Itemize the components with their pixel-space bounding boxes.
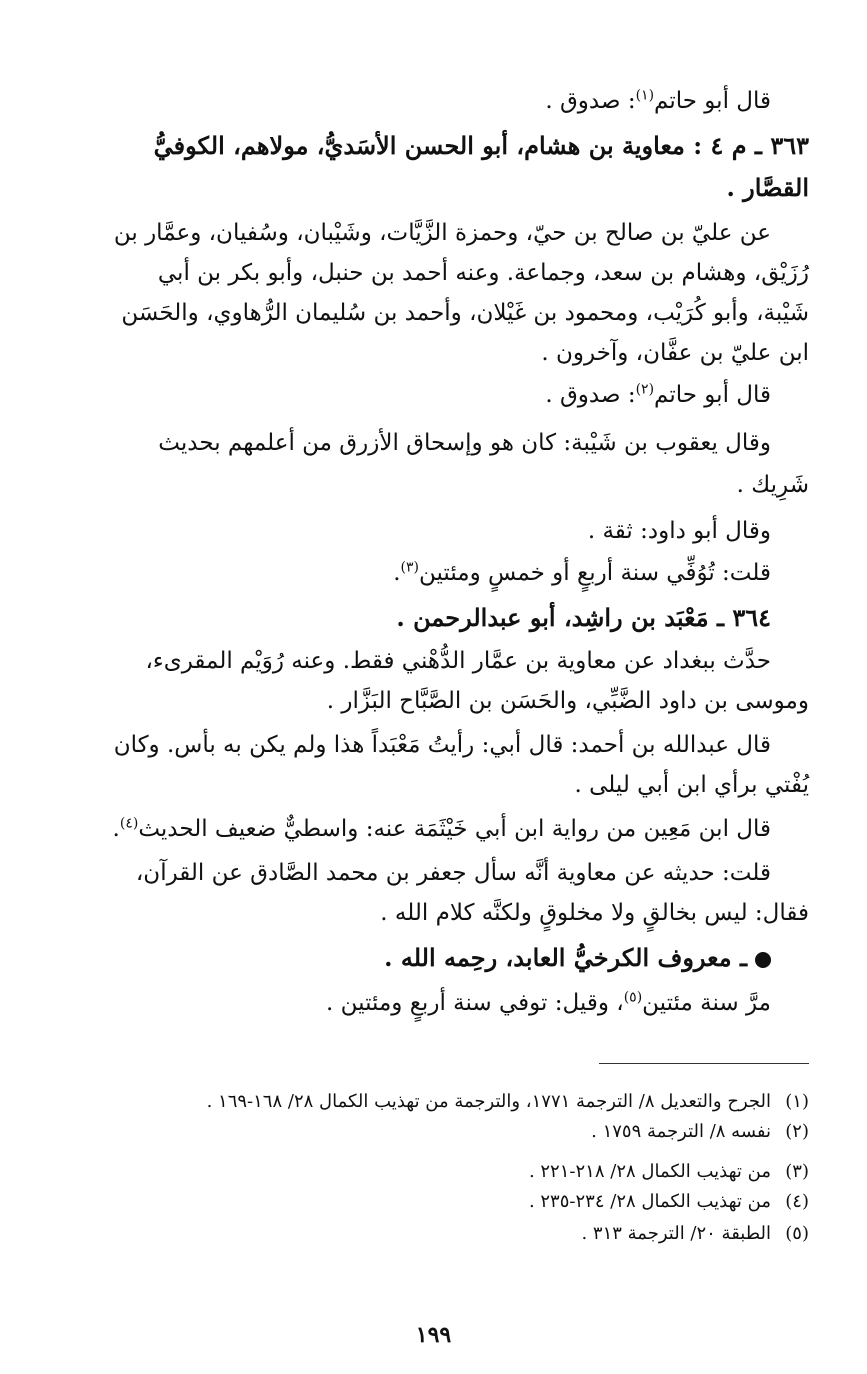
footnote-text: نفسه ٨/ الترجمة ١٧٥٩ .: [591, 1121, 771, 1142]
text-line: قلت: حديثه عن معاوية أنَّه سأل جعفر بن محمد الصَّادق عن القرآن،: [135, 860, 771, 886]
footnote-ref: (٢): [635, 381, 655, 398]
text-line: قال عبدالله بن أحمد: قال أبي: رأيتُ مَعْبَداً هذا ولم يكن به بأس. وكان: [113, 732, 771, 758]
footnote: [60, 1223, 809, 1244]
text-line: فقال: ليس بخالقٍ ولا مخلوقٍ ولكنَّه كلام الله .: [380, 900, 809, 926]
footnote: [60, 1091, 809, 1112]
text-line: رُزَيْق، وهشام بن سعد، وجماعة. وعنه أحمد بن حنبل، وأبو بكر بن أبي: [157, 260, 809, 286]
text-line: قلت: تُوُفِّي سنة أربعٍ أو خمسٍ ومئتين$^{(٣)}$.: [393, 559, 771, 586]
footnote-ref: (٥): [623, 989, 643, 1006]
text-line: شَيْبة، وأبو كُرَيْب، ومحمود بن غَيْلان، وأحمد بن سُليمان الرُّهاوي، والحَسَن: [121, 300, 809, 326]
bullet-icon: [755, 952, 771, 968]
entry-heading-363-cont: القصَّار .: [726, 173, 809, 202]
text-line: قال أبو حاتم$^{(١)}$: صدوق .: [545, 87, 771, 114]
text-line: مرَّ سنة مئتين$^{(٥)}$، وقيل: توفي سنة أربعٍ ومئتين .: [326, 989, 771, 1016]
text-line: قال أبو حاتم$^{(٢)}$: صدوق .: [545, 381, 771, 408]
footnote: [60, 1191, 809, 1212]
footnote-number: (٣): [785, 1161, 809, 1182]
footnote-ref: (١): [635, 87, 655, 104]
footnote: [60, 1161, 809, 1182]
footnote: [60, 1121, 809, 1142]
footnote-text: من تهذيب الكمال ٢٨/ ٢٣٤-٢٣٥ .: [528, 1191, 771, 1212]
footnote-ref: (٣): [400, 559, 419, 576]
text-line: ابن عليّ بن عفَّان، وآخرون .: [541, 340, 809, 366]
text-line: وموسى بن داود الضَّبِّي، والحَسَن بن الصَّبَّاح البَزَّار .: [326, 688, 809, 714]
text-line: وقال يعقوب بن شَيْبة: كان هو وإسحاق الأزرق من أعلمهم بحديث: [158, 430, 771, 456]
text-line: حدَّث ببغداد عن معاوية بن عمَّار الدُّهْني فقط. وعنه رُوَيْم المقرىء،: [145, 648, 771, 674]
footnote-divider: [599, 1063, 809, 1064]
text-line: عن عليّ بن صالح بن حيّ، وحمزة الزَّيَّات، وشَيْبان، وسُفيان، وعمَّار بن: [113, 220, 771, 246]
entry-heading-364: ٣٦٤ ـ مَعْبَد بن راشِد، أبو عبدالرحمن .: [396, 603, 771, 632]
footnote-text: الجرح والتعديل ٨/ الترجمة ١٧٧١، والترجمة من تهذيب الكمال ٢٨/ ١٦٨-١٦٩ .: [206, 1091, 771, 1112]
footnote-number: (٤): [785, 1191, 809, 1212]
entry-heading-363: ٣٦٣ ـ م ٤ : معاوية بن هشام، أبو الحسن الأسَديُّ، مولاهم، الكوفيُّ: [153, 131, 809, 160]
footnote-text: من تهذيب الكمال ٢٨/ ٢١٨-٢٢١ .: [528, 1161, 771, 1182]
text-line: وقال أبو داود: ثقة .: [587, 518, 771, 544]
footnote-number: (٥): [785, 1223, 809, 1244]
text-line: قال ابن مَعِين من رواية ابن أبي خَيْثَمَة عنه: واسطيٌّ ضعيف الحديث$^{(٤)}$.: [112, 815, 771, 842]
footnote-number: (٢): [785, 1121, 809, 1142]
text-line: شَرِيك .: [736, 472, 809, 498]
page-number: ١٩٩: [415, 1322, 452, 1348]
entry-heading-maruf: ـ معروف الكرخيُّ العابد، رحِمه الله .: [78, 940, 809, 976]
footnote-ref: (٤): [119, 815, 139, 832]
footnote-text: الطبقة ٢٠/ الترجمة ٣١٣ .: [581, 1223, 771, 1244]
footnote-number: (١): [785, 1091, 809, 1112]
text-line: يُفْتي برأي ابن أبي ليلى .: [574, 772, 809, 798]
